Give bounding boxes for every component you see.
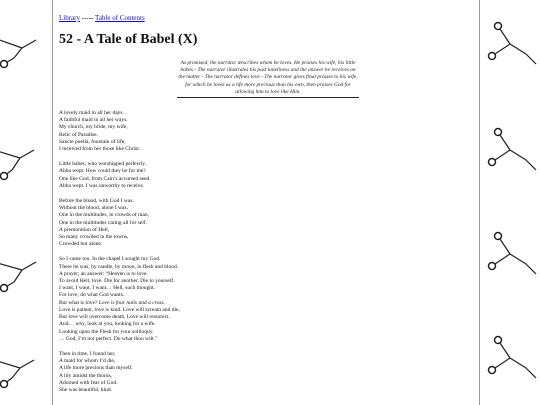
molecule-node-icon — [480, 0, 540, 405]
poem-line: Abba wept. I was unworthy to receive. — [59, 182, 145, 189]
poem-line: And… why, look at you, looking for a wife. — [59, 321, 156, 328]
poem-line — [59, 300, 419, 307]
stanza — [59, 256, 419, 342]
poem-line: A prayer, an answer: “Heaven is to love. — [59, 270, 148, 277]
poem-line: She was beautiful, kind. — [59, 386, 113, 393]
poem-line: A faithful maid in all her ways. — [59, 117, 128, 124]
poem-line: One in the multitudes caring all for self. — [59, 219, 147, 226]
poem-line: Sancte puella, fountain of life, — [59, 138, 126, 145]
right-margin-decoration — [480, 0, 540, 405]
library-link[interactable]: Library — [59, 14, 80, 22]
poem-line: A life more precious than myself. — [59, 365, 133, 372]
stanza — [59, 198, 419, 248]
poem-line: Abba wept. How could they be for me? — [59, 168, 146, 175]
poem-line: To avoid Hell, love. Die for another. Die to yourself. — [59, 278, 175, 285]
page-container — [52, 0, 480, 405]
poem-line: Crowded but alone. — [59, 241, 103, 248]
poem-line: Little babes, who worshipped perfectly. — [59, 161, 147, 168]
poem-line: My church, my bride, my wife, — [59, 124, 128, 131]
poem-line: Looking upon the Flesh for your soliloquy. — [59, 328, 154, 335]
poem-line: I want, I want, I want… Hell, such thought. — [59, 285, 155, 292]
poem-line: … God, I’m not perfect. Do what thou wilt.” — [59, 335, 158, 342]
stanza — [59, 161, 419, 190]
poem-line: I received from her those like Christ. — [59, 146, 141, 153]
poem-line: But love will overcome death. Love will resurrect. — [59, 314, 171, 321]
stanza — [59, 110, 419, 153]
breadcrumb-separator: ----- — [80, 14, 96, 22]
poem-line-text: But what is love? — [59, 299, 98, 306]
poem-line: Without the blood, alone I was. — [59, 205, 128, 212]
stanza — [59, 351, 419, 394]
page-title: 52 - A Tale of Babel (X) — [59, 32, 198, 47]
poem-line: A lovely maid in all her days. — [59, 110, 124, 117]
poem-line: Before the blood, with God I was. — [59, 198, 134, 205]
poem-line: One like God, from Cain’s accursed seed. — [59, 175, 151, 182]
poem-line: So I came too. In the chapel I sought my God. — [59, 256, 161, 263]
italic-fragment: Love is four nails and a cross. — [98, 299, 165, 306]
poem-line: Adorned with fear of God. — [59, 379, 118, 386]
table-of-contents-link[interactable]: Table of Contents — [95, 14, 145, 22]
poem-line: Love is patient, love is kind. Love will scream and die, — [59, 306, 180, 313]
poem-line: Then in time, I found her, — [59, 350, 116, 357]
chapter-summary: As promised, the narrator describes whom he loves. He praises his wife, his little babes - The narrator illustrates his past loneliness and the answer he receives on the matter - The narrator defines love - The narrator gives final praises to his wife, for which he loves as a life more precious than his own, then praises God for allowing him to love like Him. — [177, 60, 359, 98]
poem-line: One in the multitudes, in crowds of man, — [59, 212, 149, 219]
poem-line: Relic of Paradise. — [59, 131, 98, 138]
poem-line: A maid for whom I’d die, — [59, 358, 116, 365]
breadcrumb — [59, 14, 419, 22]
left-margin-decoration — [0, 0, 52, 405]
molecule-node-icon — [0, 0, 52, 405]
poem-body — [59, 110, 419, 394]
poem-line: So many crowded in the towns, — [59, 234, 129, 241]
poem-line: A premonition of Hell, — [59, 226, 110, 233]
poem-line: A lily amidst the thorns, — [59, 372, 113, 379]
poem-line: There he was, by candle, by moon, in flesh and blood. — [59, 263, 179, 270]
poem-line: For love, do what God wants. — [59, 292, 125, 299]
